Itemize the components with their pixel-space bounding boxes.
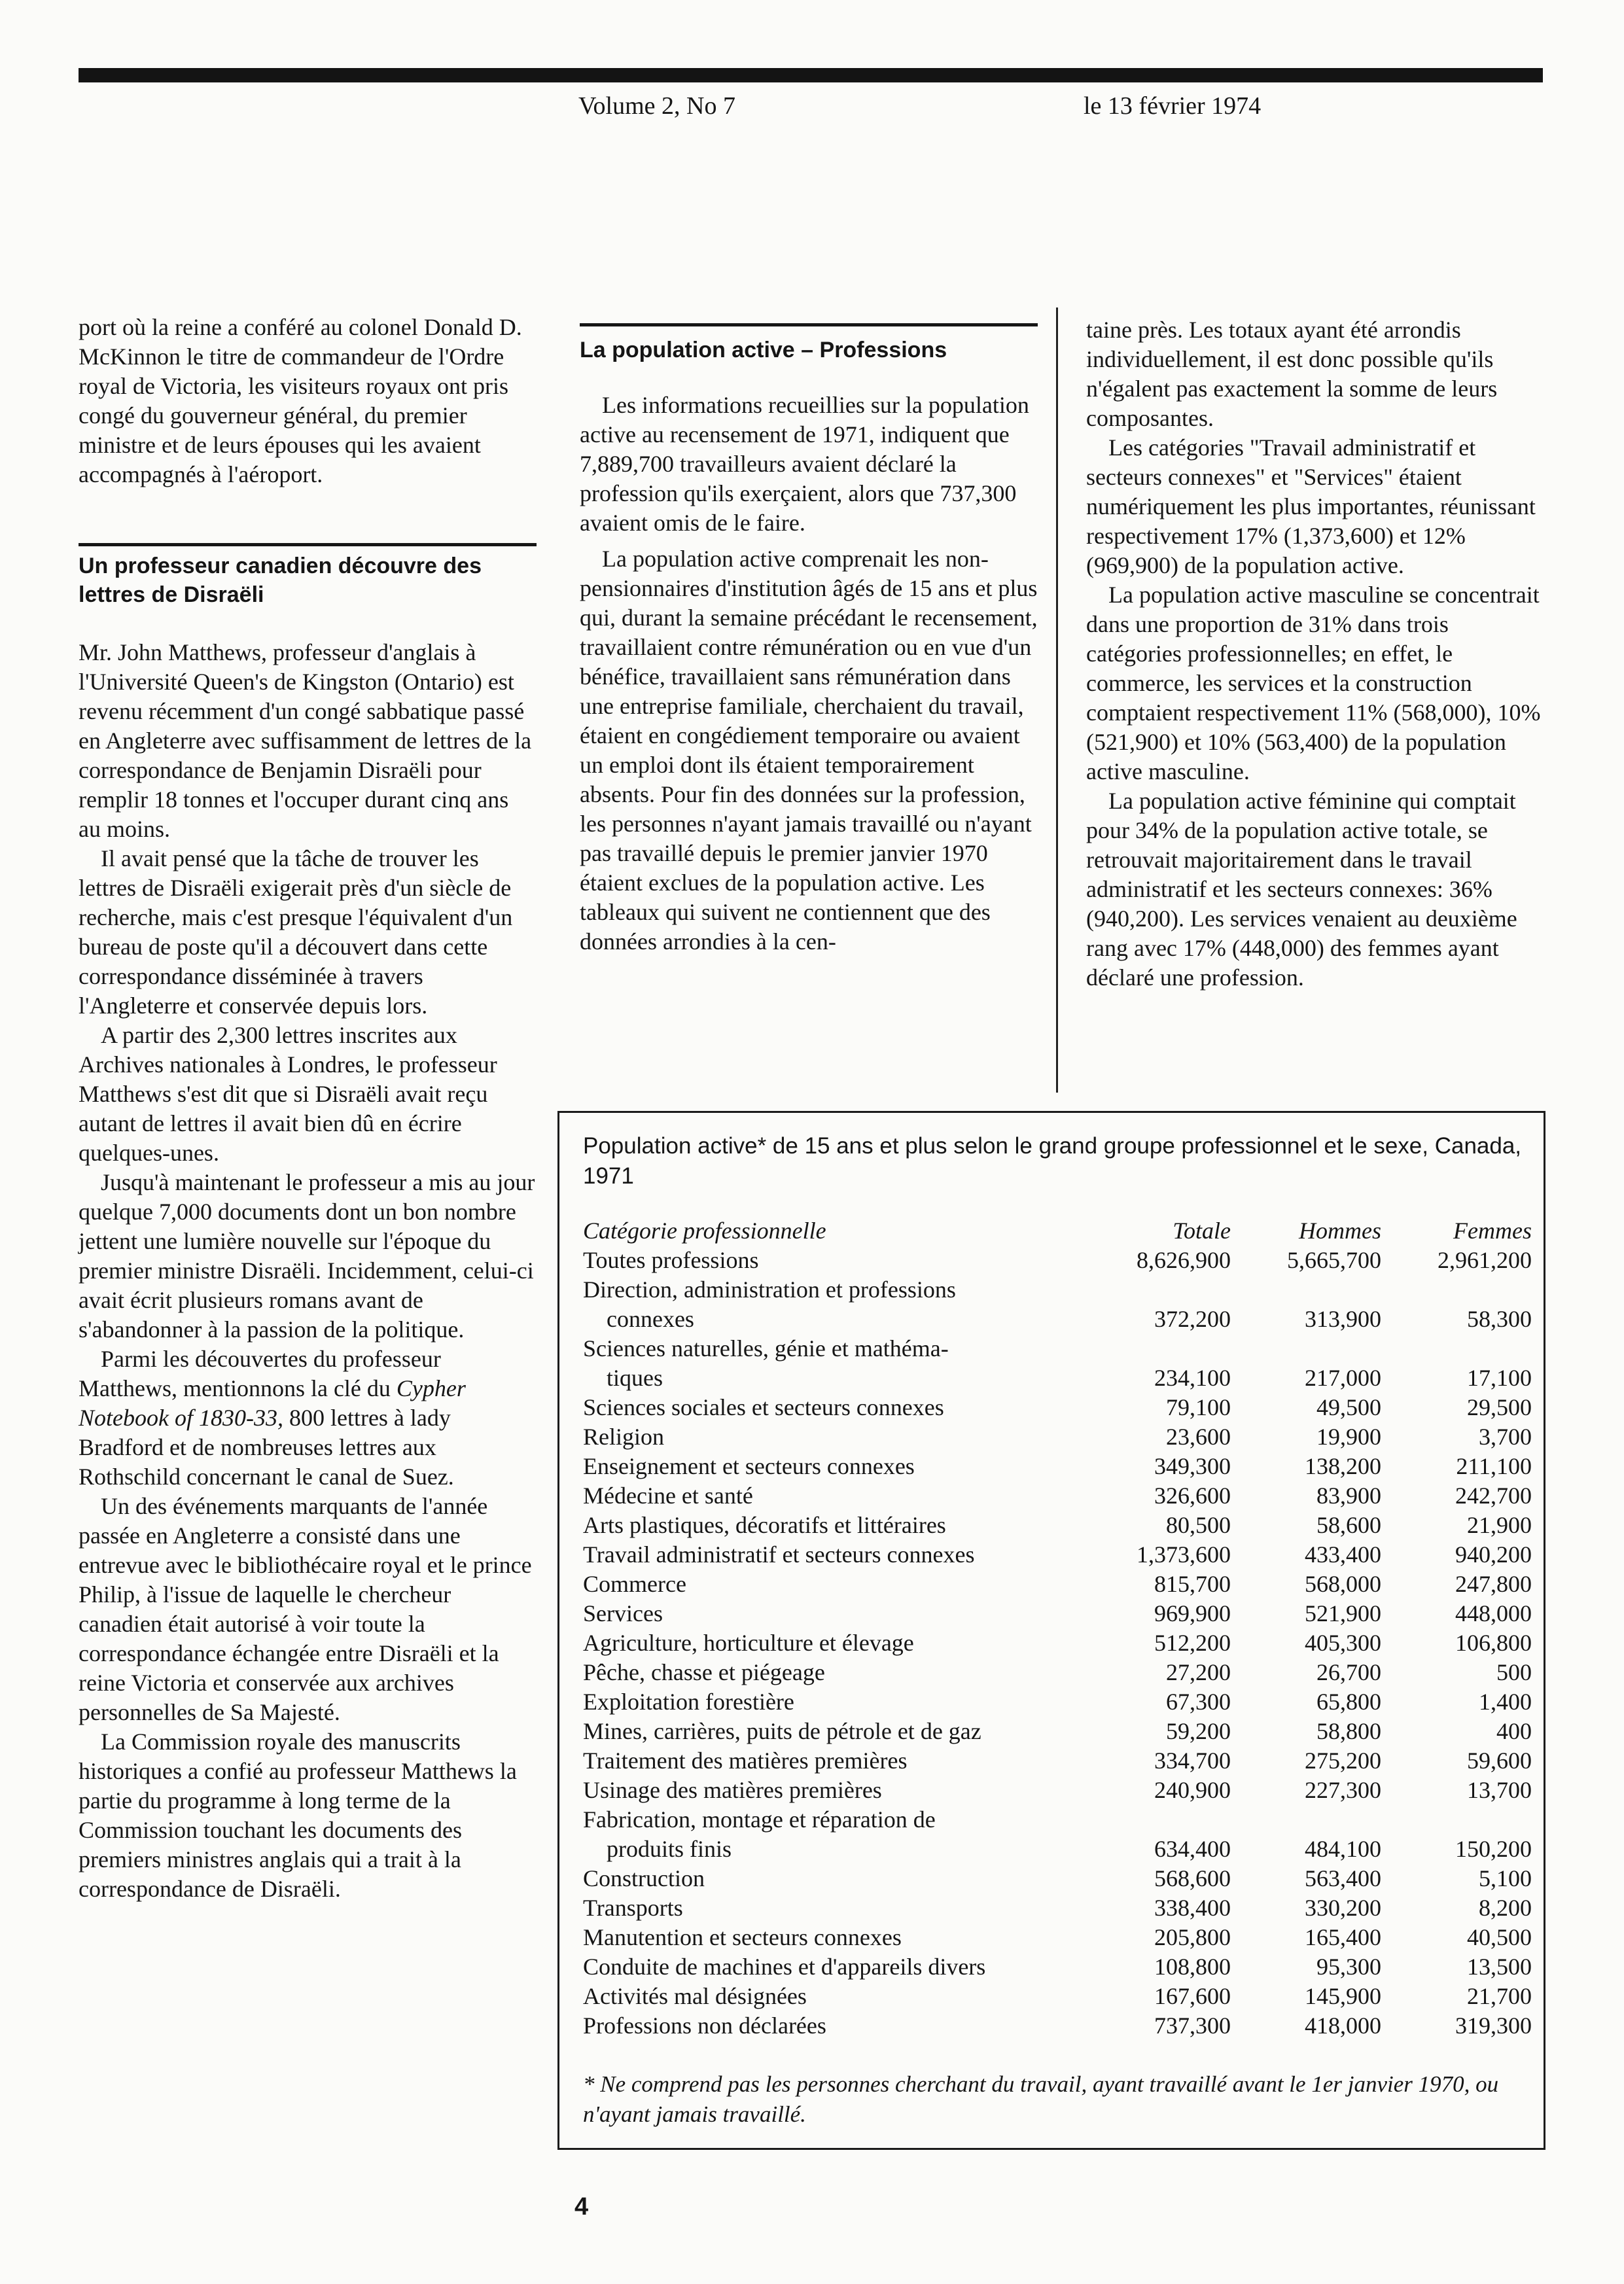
paragraph: A partir des 2,300 lettres inscrites aux Archives nationales à Londres, le professeur Matthews s'est dit que si Disraëli avait reçu autant de lettres il avait bien dû en écrire quelques-unes. <box>79 1022 497 1166</box>
total-value: 334,700 <box>1154 1748 1231 1774</box>
women-value: 21,700 <box>1467 1983 1532 2009</box>
men-value: 521,900 <box>1305 1600 1381 1626</box>
occupation-category <box>583 1334 1093 1393</box>
total-value: 737,300 <box>1154 2012 1231 2039</box>
men-value: 58,600 <box>1316 1512 1381 1538</box>
men-value: 19,900 <box>1316 1424 1381 1450</box>
category-label: Usinage des matières premières <box>583 1777 882 1803</box>
men-value: 563,400 <box>1305 1865 1381 1891</box>
category-label: Toutes professions <box>583 1247 759 1273</box>
women-value: 247,800 <box>1455 1571 1532 1597</box>
total-value: 338,400 <box>1154 1895 1231 1921</box>
table-row <box>583 1952 1532 1982</box>
table-row <box>583 2011 1532 2041</box>
category-label: Agriculture, horticulture et élevage <box>583 1630 914 1656</box>
total-value: 108,800 <box>1154 1954 1231 1980</box>
category-label: Professions non déclarées <box>583 2012 826 2039</box>
men-value: 145,900 <box>1305 1983 1381 2009</box>
total-value: 234,100 <box>1154 1365 1231 1391</box>
paragraph <box>79 1344 537 1492</box>
men-value: 227,300 <box>1305 1777 1381 1803</box>
women-value: 150,200 <box>1455 1836 1532 1862</box>
paragraph: La population active féminine qui comptait pour 34% de la population active totale, se retrouvait majoritairement dans le travail administratif et les secteurs connexes: 36% (940,200). Les services venaient au deuxième rang avec 17% (448,000) des femmes ayant déclaré une profession. <box>1086 788 1517 991</box>
category-label: Activités mal désignées <box>583 1983 807 2009</box>
women-value: 2,961,200 <box>1438 1247 1532 1273</box>
total-value: 8,626,900 <box>1137 1247 1231 1273</box>
occupation-category <box>583 1746 1093 1776</box>
women-value: 500 <box>1496 1659 1532 1685</box>
table-row <box>583 1511 1532 1540</box>
women-value: 17,100 <box>1467 1365 1532 1391</box>
occupation-category <box>583 1628 1093 1658</box>
article-title-disraeli: Un professeur canadien découvre des lettres de Disraëli <box>79 553 482 607</box>
category-label: Direction, administration et professions <box>583 1276 956 1303</box>
occupation-category <box>583 1893 1093 1923</box>
paragraph: Un des événements marquants de l'année passée en Angleterre a consisté dans une entrevue avec le bibliothécaire royal et le prince Philip, à l'issue de laquelle le chercheur canadien était autorisé à voir toute la correspondance échangée entre Disraëli et la reine Victoria et conservée aux archives personnelles de Sa Majesté. <box>79 1493 532 1725</box>
women-value: 59,600 <box>1467 1748 1532 1774</box>
table-row <box>583 1893 1532 1923</box>
category-label: Manutention et secteurs connexes <box>583 1924 902 1950</box>
women-value: 1,400 <box>1479 1689 1532 1715</box>
occupation-category <box>583 1717 1093 1746</box>
occupation-category <box>583 1570 1093 1599</box>
occupation-category <box>583 1599 1093 1628</box>
table-row <box>583 1481 1532 1511</box>
category-label: Mines, carrières, puits de pétrole et de gaz <box>583 1718 981 1744</box>
women-value: 13,700 <box>1467 1777 1532 1803</box>
category-label: Travail administratif et secteurs connexes <box>583 1541 975 1568</box>
total-value: 240,900 <box>1154 1777 1231 1803</box>
paragraph: La population active masculine se concentrait dans une proportion de 31% dans trois catégories professionnelles; en effet, le commerce, les services et la construction comptaient respectivement 11% (568,000), 10% (521,900) et 10% (563,400) de la population active masculine. <box>1086 582 1541 784</box>
total-value: 79,100 <box>1166 1394 1231 1420</box>
occupation-table-box <box>557 1111 1545 2150</box>
women-value: 106,800 <box>1455 1630 1532 1656</box>
table-footnote: * Ne comprend pas les personnes cherchant du travail, ayant travaillé avant le 1er janvier 1970, ou n'ayant jamais travaillé. <box>583 2071 1499 2127</box>
occupation-category <box>583 1776 1093 1805</box>
text-run: 800 lettres à lady Bradford et de nombreuses lettres aux Rothschild concernant le canal de Suez. <box>79 1405 454 1490</box>
category-label: Religion <box>583 1424 664 1450</box>
table-row <box>583 1687 1532 1717</box>
category-label: Construction <box>583 1865 705 1891</box>
table-row <box>583 1422 1532 1452</box>
occupation-category <box>583 1422 1093 1452</box>
paragraph: Jusqu'à maintenant le professeur a mis au jour quelque 7,000 documents dont un bon nombre jettent une lumière nouvelle sur l'époque du premier ministre Disraëli. Incidemment, celui-ci avait écrit plusieurs romans avant de s'abandonner à la passion de la politique. <box>79 1169 535 1343</box>
table-row <box>583 1717 1532 1746</box>
table-row <box>583 1275 1532 1334</box>
total-value: 205,800 <box>1154 1924 1231 1950</box>
occupation-category <box>583 1982 1093 2011</box>
occupation-category <box>583 1923 1093 1952</box>
issue-volume: Volume 2, No 7 <box>578 92 735 120</box>
category-label: Exploitation forestière <box>583 1689 794 1715</box>
women-value: 319,300 <box>1455 2012 1532 2039</box>
men-value: 83,900 <box>1316 1483 1381 1509</box>
men-value: 484,100 <box>1305 1836 1381 1862</box>
paragraph: La Commission royale des manuscrits historiques a confié au professeur Matthews la partie du programme à long terme de la Commission touchant les documents des premiers ministres anglais qui a trait à la correspondance de Disraëli. <box>79 1729 517 1902</box>
men-value: 5,665,700 <box>1287 1247 1381 1273</box>
issue-date: le 13 février 1974 <box>1084 92 1262 120</box>
total-value: 59,200 <box>1166 1718 1231 1744</box>
column-header-total: Totale <box>1173 1218 1231 1244</box>
total-value: 167,600 <box>1154 1983 1231 2009</box>
top-rule <box>79 68 1543 82</box>
category-label: Traitement des matières premières <box>583 1748 908 1774</box>
category-label: Sciences sociales et secteurs connexes <box>583 1394 944 1420</box>
column-header-category: Catégorie professionnelle <box>583 1218 826 1244</box>
men-value: 405,300 <box>1305 1630 1381 1656</box>
women-value: 40,500 <box>1467 1924 1532 1950</box>
page-number: 4 <box>574 2193 589 2221</box>
occupation-category <box>583 1393 1093 1422</box>
paragraph: La population active comprenait les non-pensionnaires d'institution âgés de 15 ans et plus qui, durant la semaine précédant le recensement, travaillaient contre rémunération ou en vue d'un bénéfice, travaillaient sans rémunération dans une entreprise familiale, cherchaient du travail, étaient en congédiement temporaire ou avaient un emploi dont ils étaient temporairement absents. Pour fin des données sur la profession, les personnes n'ayant jamais travaillé ou n'ayant pas travaillé depuis le premier janvier 1970 étaient exclues de la population active. Les tableaux qui suivent ne contiennent que des données arrondies à la cen- <box>580 546 1038 955</box>
table-row <box>583 1393 1532 1422</box>
men-value: 65,800 <box>1316 1689 1381 1715</box>
paragraph: Les catégories "Travail administratif et secteurs connexes" et "Services" étaient numériquement les plus importantes, réunissant respectivement 17% (1,373,600) et 12% (969,900) de la population active. <box>1086 434 1536 578</box>
table-row <box>583 1246 1532 1275</box>
total-value: 1,373,600 <box>1137 1541 1231 1568</box>
total-value: 372,200 <box>1154 1306 1231 1332</box>
men-value: 26,700 <box>1316 1659 1381 1685</box>
occupation-category <box>583 2011 1093 2041</box>
paragraph: taine près. Les totaux ayant été arrondis individuellement, il est donc possible qu'ils n'égalent pas exactement la somme de leurs composantes. <box>1086 317 1498 431</box>
category-label: Services <box>583 1600 663 1626</box>
men-value: 568,000 <box>1305 1571 1381 1597</box>
paragraph: Mr. John Matthews, professeur d'anglais à l'Université Queen's de Kingston (Ontario) est revenu récemment d'un congé sabbatique passé en Angleterre avec suffisamment de lettres de la correspondance de Benjamin Disraëli pour remplir 18 tonnes et l'occuper durant cinq ans au moins. <box>79 639 532 842</box>
table-row <box>583 1452 1532 1481</box>
women-value: 940,200 <box>1455 1541 1532 1568</box>
occupation-category <box>583 1687 1093 1717</box>
occupation-category <box>583 1864 1093 1893</box>
table-row <box>583 1746 1532 1776</box>
men-value: 217,000 <box>1305 1365 1381 1391</box>
men-value: 49,500 <box>1316 1394 1381 1420</box>
paragraph: Les informations recueillies sur la population active au recensement de 1971, indiquent que 7,889,700 travailleurs avaient déclaré la profession qu'ils exerçaient, alors que 737,300 avaient omis de le faire. <box>580 392 1029 536</box>
total-value: 349,300 <box>1154 1453 1231 1479</box>
occupation-table <box>583 1216 1532 2041</box>
table-row <box>583 1805 1532 1864</box>
men-value: 275,200 <box>1305 1748 1381 1774</box>
category-label: Pêche, chasse et piégeage <box>583 1659 825 1685</box>
table-row <box>583 1864 1532 1893</box>
occupation-category <box>583 1275 1093 1334</box>
women-value: 448,000 <box>1455 1600 1532 1626</box>
total-value: 634,400 <box>1154 1836 1231 1862</box>
total-value: 23,600 <box>1166 1424 1231 1450</box>
men-value: 433,400 <box>1305 1541 1381 1568</box>
table-row <box>583 1923 1532 1952</box>
women-value: 13,500 <box>1467 1954 1532 1980</box>
table-row <box>583 1628 1532 1658</box>
text-run: Parmi les découvertes du professeur Matthews, mentionnons la clé du <box>79 1346 441 1401</box>
table-row <box>583 1570 1532 1599</box>
table-header-row <box>583 1216 1532 1246</box>
paragraph: Il avait pensé que la tâche de trouver les lettres de Disraëli exigerait près d'un siècle de recherche, mais c'est presque l'équivalent d'un bureau de poste qu'il a découvert dans cette correspondance disséminée à travers l'Angleterre et conservée depuis lors. <box>79 845 513 1019</box>
total-value: 80,500 <box>1166 1512 1231 1538</box>
article-rule <box>580 323 1038 326</box>
column-3 <box>1086 315 1544 993</box>
paragraph: port où la reine a conféré au colonel Donald D. McKinnon le titre de commandeur de l'Ordre royal de Victoria, les visiteurs royaux ont pris congé du gouverneur général, du premier ministre et de leurs épouses qui les avaient accompagnés à l'aéroport. <box>79 314 522 487</box>
total-value: 815,700 <box>1154 1571 1231 1597</box>
occupation-category <box>583 1481 1093 1511</box>
men-value: 313,900 <box>1305 1306 1381 1332</box>
table-row <box>583 1599 1532 1628</box>
total-value: 67,300 <box>1166 1689 1231 1715</box>
women-value: 58,300 <box>1467 1306 1532 1332</box>
column-header-women: Femmes <box>1453 1218 1532 1244</box>
women-value: 242,700 <box>1455 1483 1532 1509</box>
women-value: 400 <box>1496 1718 1532 1744</box>
occupation-category <box>583 1511 1093 1540</box>
occupation-category <box>583 1658 1093 1687</box>
category-label: Arts plastiques, décoratifs et littéraires <box>583 1512 946 1538</box>
total-value: 27,200 <box>1166 1659 1231 1685</box>
category-label: Commerce <box>583 1571 686 1597</box>
column-1 <box>79 313 537 1904</box>
category-label: Conduite de machines et d'appareils divers <box>583 1954 986 1980</box>
men-value: 95,300 <box>1316 1954 1381 1980</box>
women-value: 21,900 <box>1467 1512 1532 1538</box>
book-title: Cypher Notebook of 1830-33, <box>79 1375 466 1431</box>
total-value: 969,900 <box>1154 1600 1231 1626</box>
column-2 <box>580 323 1038 957</box>
total-value: 512,200 <box>1154 1630 1231 1656</box>
table-row <box>583 1982 1532 2011</box>
category-label: Fabrication, montage et réparation de <box>583 1806 936 1833</box>
women-value: 211,100 <box>1456 1453 1532 1479</box>
article-title-population: La population active – Professions <box>580 338 947 362</box>
women-value: 5,100 <box>1479 1865 1532 1891</box>
category-label: Sciences naturelles, génie et mathéma- <box>583 1335 949 1362</box>
column-divider <box>1056 307 1058 1093</box>
women-value: 8,200 <box>1479 1895 1532 1921</box>
category-label-continued: connexes <box>607 1306 694 1332</box>
table-row <box>583 1540 1532 1570</box>
men-value: 165,400 <box>1305 1924 1381 1950</box>
column-header-men: Hommes <box>1299 1218 1381 1244</box>
category-label: Enseignement et secteurs connexes <box>583 1453 915 1479</box>
category-label: Transports <box>583 1895 683 1921</box>
men-value: 138,200 <box>1305 1453 1381 1479</box>
men-value: 58,800 <box>1316 1718 1381 1744</box>
occupation-category <box>583 1805 1093 1864</box>
men-value: 418,000 <box>1305 2012 1381 2039</box>
total-value: 568,600 <box>1154 1865 1231 1891</box>
category-label: Médecine et santé <box>583 1483 753 1509</box>
table-row <box>583 1334 1532 1393</box>
women-value: 3,700 <box>1479 1424 1532 1450</box>
article-rule <box>79 543 537 546</box>
women-value: 29,500 <box>1467 1394 1532 1420</box>
total-value: 326,600 <box>1154 1483 1231 1509</box>
men-value: 330,200 <box>1305 1895 1381 1921</box>
table-row <box>583 1658 1532 1687</box>
table-title: Population active* de 15 ans et plus selon le grand groupe professionnel et le sexe, Canada, 1971 <box>583 1133 1522 1189</box>
occupation-category <box>583 1540 1093 1570</box>
occupation-category <box>583 1246 1093 1275</box>
occupation-category <box>583 1952 1093 1982</box>
table-row <box>583 1776 1532 1805</box>
category-label-continued: tiques <box>607 1365 663 1391</box>
occupation-category <box>583 1452 1093 1481</box>
category-label-continued: produits finis <box>607 1836 732 1862</box>
